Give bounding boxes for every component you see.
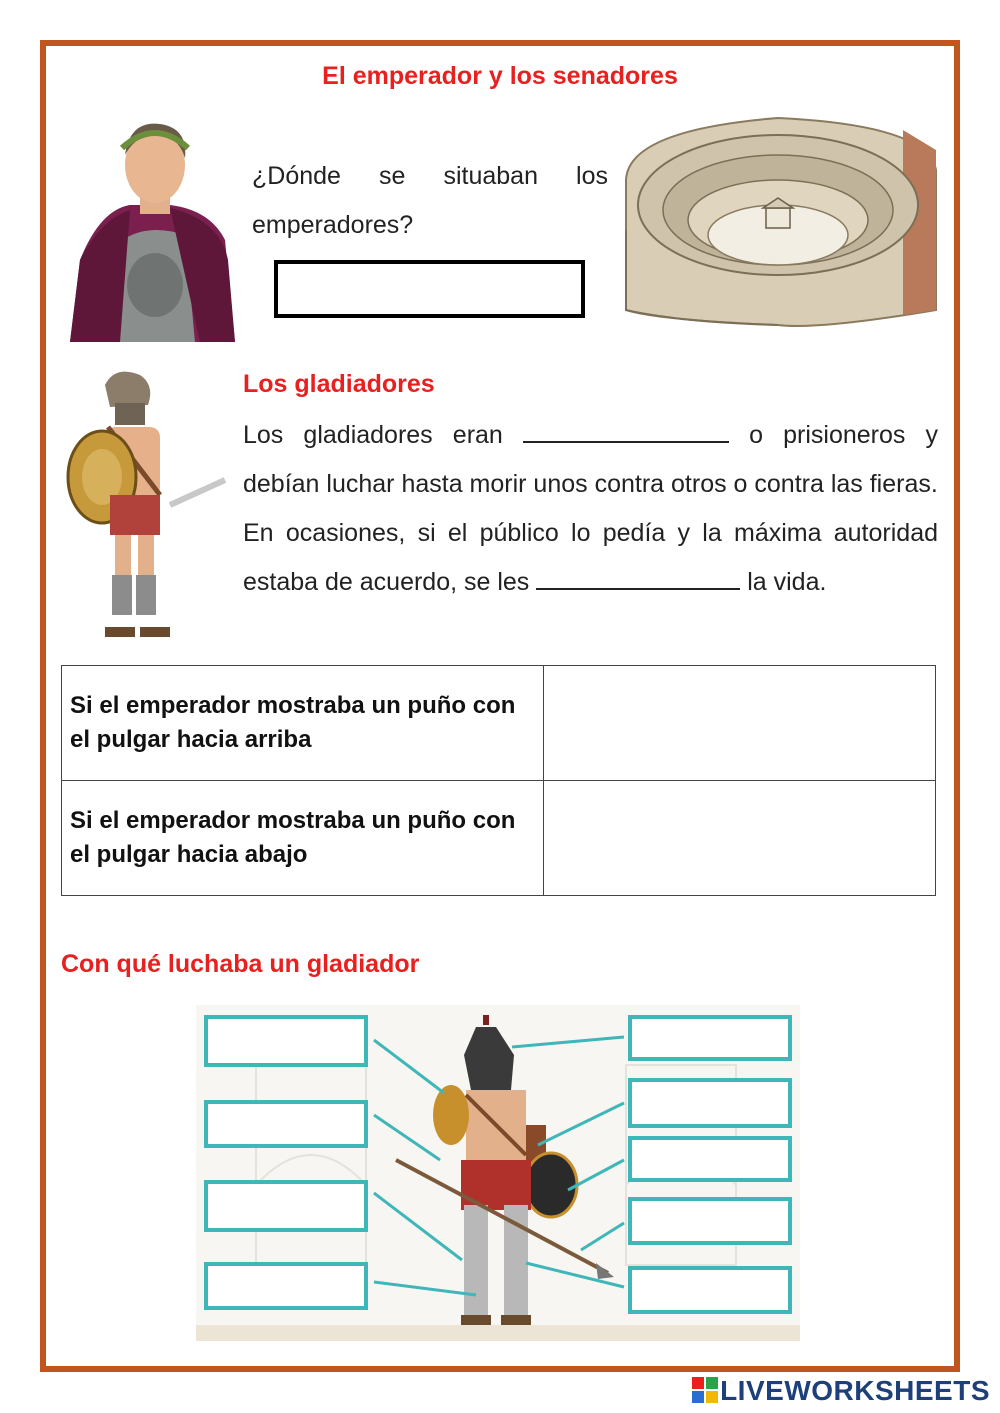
question-emperors: ¿Dónde se situaban los emperadores? xyxy=(252,162,608,239)
label-box-left-3[interactable] xyxy=(204,1180,368,1232)
table-answer-cell[interactable] xyxy=(544,666,936,781)
blank-spared-life[interactable] xyxy=(536,566,740,590)
section-title-gladiators: Los gladiadores xyxy=(243,370,435,398)
colosseum-illustration xyxy=(618,110,940,328)
section-title-emperor: El emperador y los senadores xyxy=(322,62,678,90)
label-box-left-2[interactable] xyxy=(204,1100,368,1148)
label-box-left-1[interactable] xyxy=(204,1015,368,1067)
label-box-right-5[interactable] xyxy=(628,1266,792,1314)
section-title-weapons: Con qué luchaba un gladiador xyxy=(61,950,420,978)
label-box-right-2[interactable] xyxy=(628,1078,792,1128)
label-box-left-4[interactable] xyxy=(204,1262,368,1310)
p2-text-end: la vida. xyxy=(747,568,827,596)
liveworksheets-logo[interactable] xyxy=(692,1375,990,1407)
label-box-right-4[interactable] xyxy=(628,1197,792,1245)
table-row xyxy=(62,666,936,781)
table-row-label: Si el emperador mostraba un puño con el pulgar hacia abajo xyxy=(62,781,544,896)
gladiators-paragraph xyxy=(243,411,938,607)
answer-box-emperors[interactable] xyxy=(274,260,585,318)
table-row-label: Si el emperador mostraba un puño con el pulgar hacia arriba xyxy=(62,666,544,781)
gladiator-illustration xyxy=(60,365,230,650)
label-box-right-3[interactable] xyxy=(628,1136,792,1182)
label-box-right-1[interactable] xyxy=(628,1015,792,1061)
table-row xyxy=(62,781,936,896)
liveworksheets-logo-icon xyxy=(692,1377,718,1403)
blank-gladiators-were[interactable] xyxy=(523,419,729,443)
thumb-gesture-table xyxy=(61,665,936,896)
p1-text-start: Los gladiadores eran xyxy=(243,421,503,449)
logo-text: LIVEWORKSHEETS xyxy=(720,1375,990,1406)
p1-text-end: o prisioneros y debían luchar hasta morir unos contra otros o contra las fieras. xyxy=(243,421,939,498)
table-answer-cell[interactable] xyxy=(544,781,936,896)
p2-text-start: En ocasiones, si el público lo pedía y la máxima autoridad estaba de acuerdo, se les xyxy=(243,519,938,596)
emperor-illustration xyxy=(60,110,240,342)
